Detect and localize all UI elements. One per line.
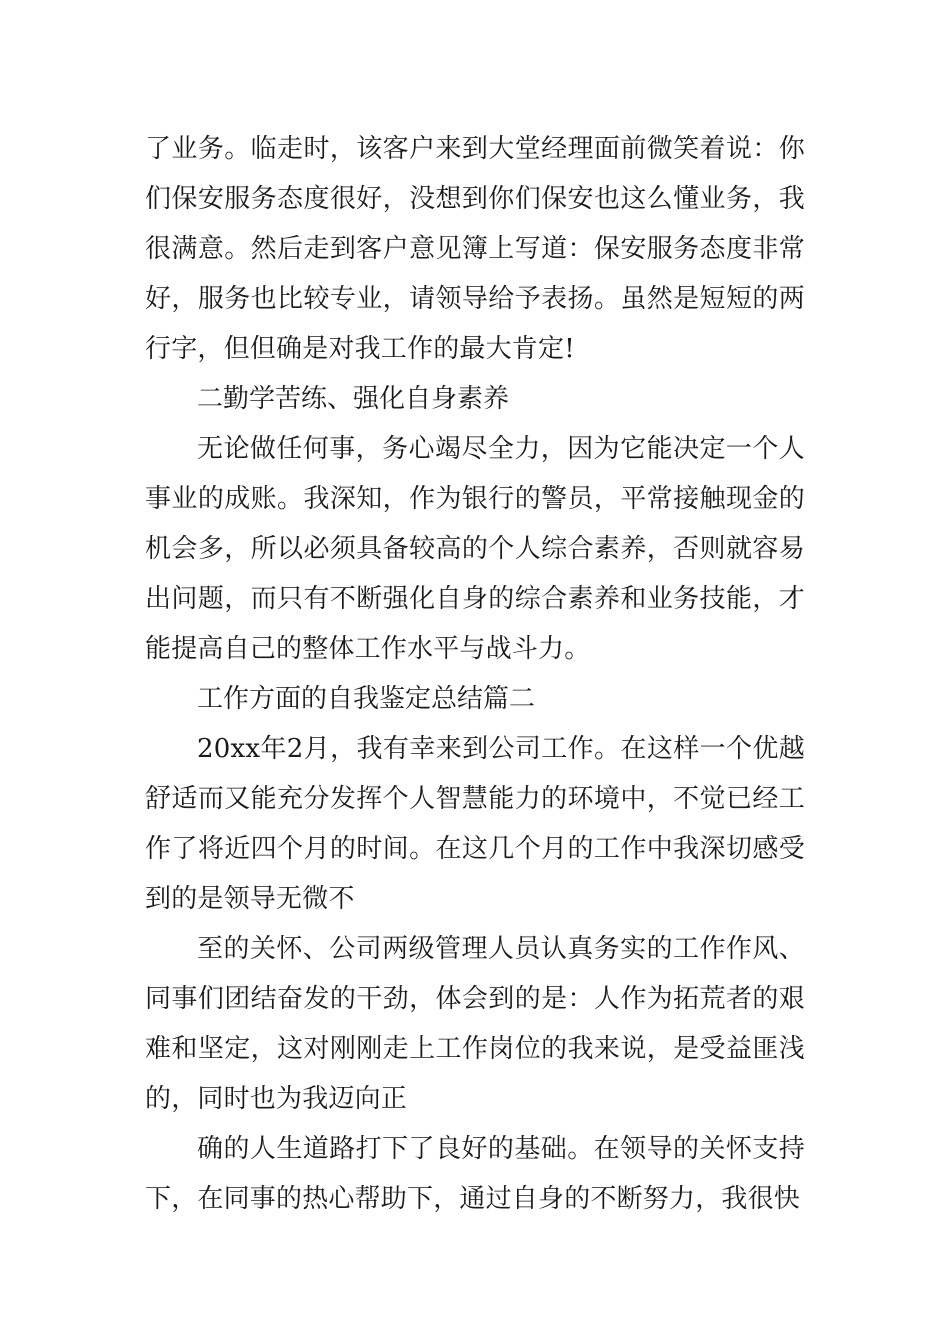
paragraph-joining-company: 20xx年2月，我有幸来到公司工作。在这样一个优越舒适而又能充分发挥个人智慧能力的环境中，不觉已经工作了将近四个月的时间。在这几个月的工作中我深切感受到的是领导无微不 (145, 734, 805, 914)
paragraph-foundation: 确的人生道路打下了良好的基础。在领导的关怀支持下，在同事的热心帮助下，通过自身的不断努力，我很快 (145, 1134, 805, 1214)
paragraph-care-and-work-style: 至的关怀、公司两级管理人员认真务实的工作作风、同事们团结奋发的干劲，体会到的是：人作为拓荒者的艰难和坚定，这对刚刚走上工作岗位的我来说，是受益匪浅的，同时也为我迈向正 (145, 934, 805, 1114)
section-heading-study: 二勤学苦练、强化自身素养 (197, 384, 510, 414)
document-body (145, 124, 805, 1224)
section-heading-part-two: 工作方面的自我鉴定总结篇二 (197, 684, 536, 714)
paragraph-self-improvement: 无论做任何事，务心竭尽全力，因为它能决定一个人事业的成账。我深知，作为银行的警员，平常接触现金的机会多，所以必须具备较高的个人综合素养，否则就容易出问题，而只有不断强化自身的综合素养和业务技能，才能提高自己的整体工作水平与战斗力。 (145, 434, 805, 664)
paragraph-continuation: 了业务。临走时，该客户来到大堂经理面前微笑着说：你们保安服务态度很好，没想到你们保安也这么懂业务，我很满意。然后走到客户意见簿上写道：保安服务态度非常好，服务也比较专业，请领导给予表扬。虽然是短短的两行字，但但确是对我工作的最大肯定! (145, 134, 805, 364)
